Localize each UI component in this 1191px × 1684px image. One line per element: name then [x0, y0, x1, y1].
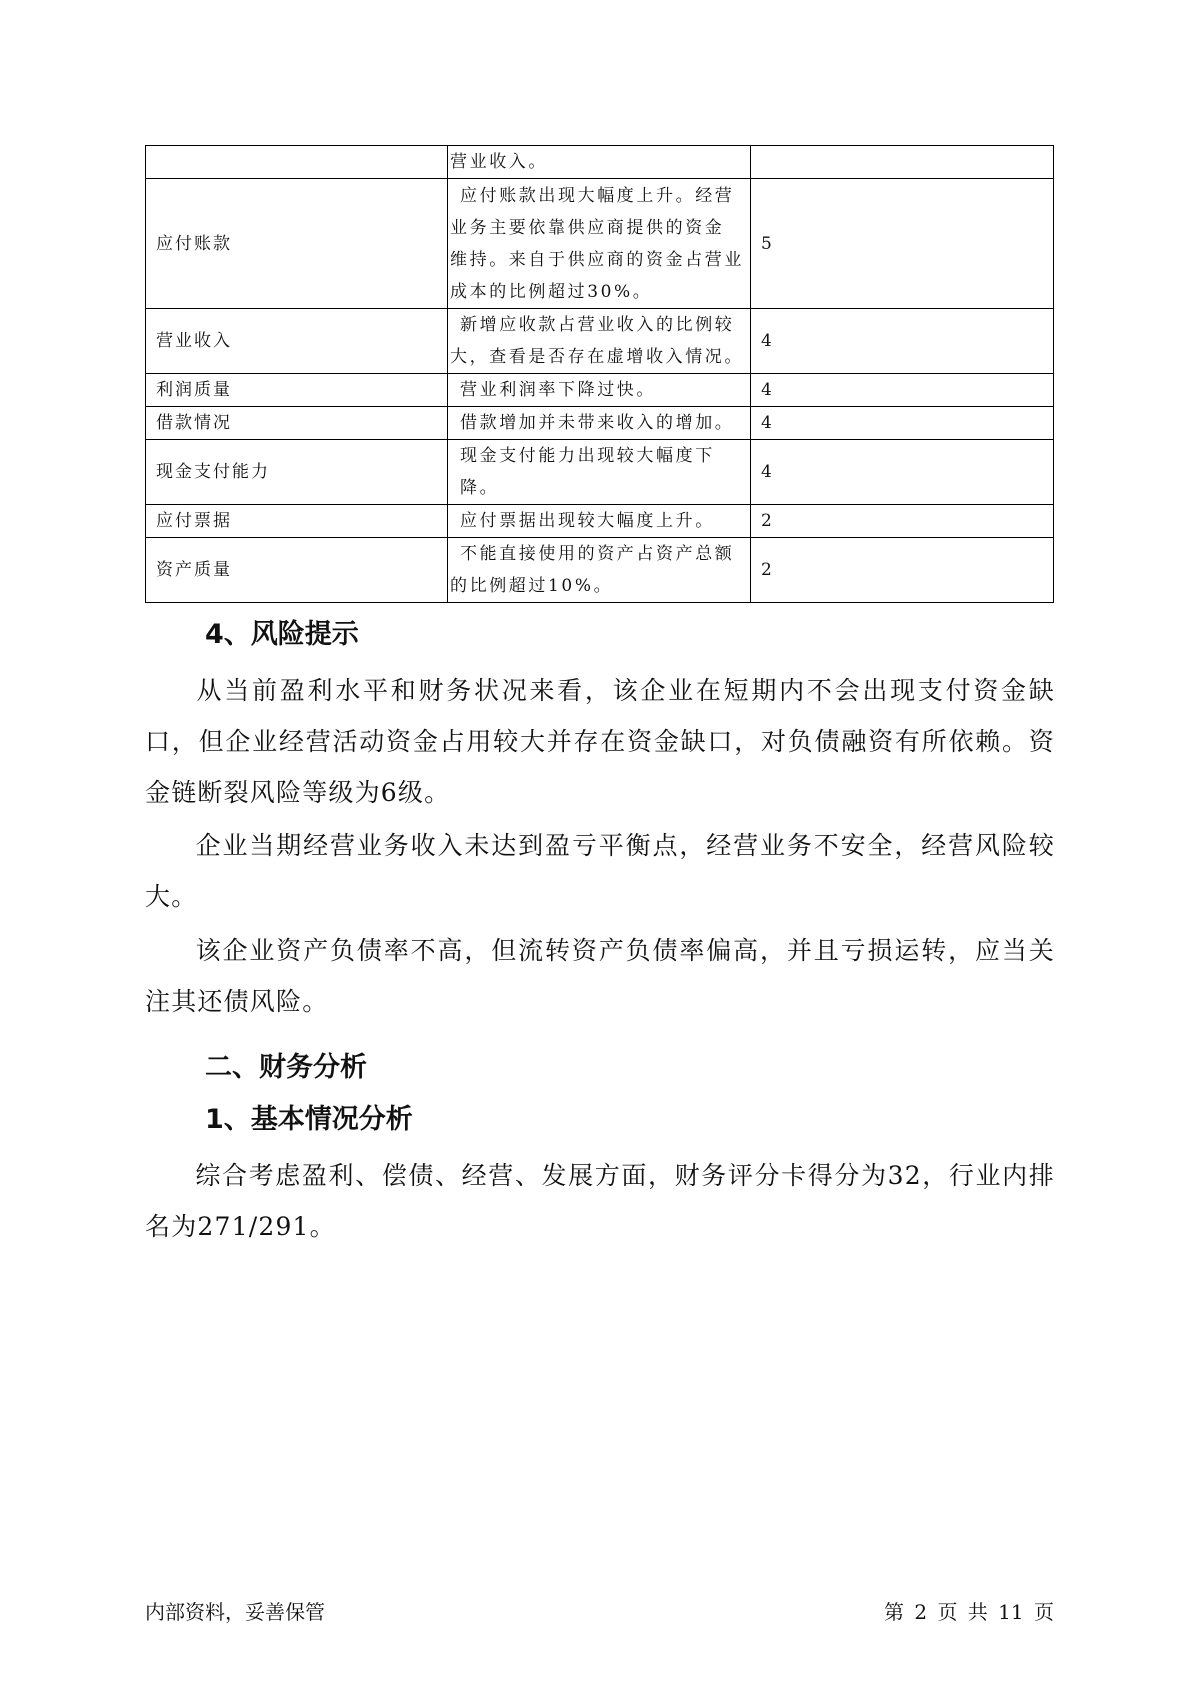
indicator-description-cell: [448, 374, 751, 407]
table-row: [146, 440, 1054, 505]
indicator-score-cell: 4: [751, 309, 1054, 374]
description-line: 借款增加并未带来收入的增加。: [460, 413, 735, 433]
indicator-description-cell: [448, 538, 751, 603]
indicator-score-cell: 2: [751, 538, 1054, 603]
indicator-name-cell: 资产质量: [146, 538, 448, 603]
indicator-name-cell: 营业收入: [146, 309, 448, 374]
risk-paragraph-3: 该企业资产负债率不高，但流转资产负债率偏高，并且亏损运转，应当关注其还债风险。: [145, 936, 1055, 1016]
indicator-score-cell: 5: [751, 179, 1054, 309]
table-row: [146, 407, 1054, 440]
description-line: 应付账款出现大幅度上升。经营: [460, 185, 735, 206]
indicator-description-cell: [448, 179, 751, 309]
description-line: 业务主要依靠供应商提供的资金: [450, 217, 725, 238]
finance-heading: 二、财务分析: [205, 1052, 367, 1083]
description-line: 营业利润率下降过快。: [460, 380, 656, 400]
indicator-name-cell: 现金支付能力: [146, 440, 448, 505]
indicator-description-cell: [448, 146, 751, 179]
table-row: [146, 146, 1054, 179]
indicator-score-cell: 4: [751, 440, 1054, 505]
description-line: 应付票据出现较大幅度上升。: [460, 511, 715, 531]
indicator-score-cell: 2: [751, 505, 1054, 538]
description-line: 现金支付能力出现较大幅度下降。: [460, 446, 715, 498]
table-row: [146, 505, 1054, 538]
basic-analysis-heading: 1、基本情况分析: [205, 1104, 413, 1135]
table-row: [146, 374, 1054, 407]
risk-heading: 4、风险提示: [205, 619, 359, 650]
table-row: [146, 309, 1054, 374]
table-row: [146, 179, 1054, 309]
description-line: 新增应收款占营业收入的比例较: [460, 315, 735, 335]
basic-analysis-paragraph: 综合考虑盈利、偿债、经营、发展方面，财务评分卡得分为32，行业内排名为271/291。: [145, 1161, 1055, 1241]
description-line: 的比例超过10%。: [450, 576, 614, 596]
risk-indicator-table: [145, 145, 1054, 603]
description-line: 大，查看是否存在虚增收入情况。: [450, 347, 744, 367]
indicator-description-cell: [448, 407, 751, 440]
indicator-name-cell: 利润质量: [146, 374, 448, 407]
indicator-description-cell: [448, 309, 751, 374]
indicator-name-cell: 应付票据: [146, 505, 448, 538]
footer-page-number: 第 2 页 共 11 页: [884, 1600, 1054, 1624]
risk-paragraph-2: 企业当期经营业务收入未达到盈亏平衡点，经营业务不安全，经营风险较大。: [145, 831, 1055, 911]
table-row: [146, 538, 1054, 603]
indicator-score-cell: 4: [751, 374, 1054, 407]
description-line: 成本的比例超过30%。: [450, 281, 653, 302]
indicator-name-cell: 应付账款: [146, 179, 448, 309]
indicator-score-cell: [751, 146, 1054, 179]
indicator-score-cell: 4: [751, 407, 1054, 440]
indicator-name-cell: 借款情况: [146, 407, 448, 440]
description-line: 维持。来自于供应商的资金占营业: [450, 249, 744, 270]
indicator-description-cell: [448, 505, 751, 538]
description-line: 营业收入。: [450, 152, 548, 172]
risk-paragraph-1: 从当前盈利水平和财务状况来看，该企业在短期内不会出现支付资金缺口，但企业经营活动资金占用较大并存在资金缺口，对负债融资有所依赖。资金链断裂风险等级为6级。: [145, 676, 1055, 807]
footer-confidential-note: 内部资料，妥善保管: [145, 1600, 325, 1624]
description-line: 不能直接使用的资产占资产总额: [460, 544, 735, 564]
indicator-name-cell: [146, 146, 448, 179]
indicator-description-cell: [448, 440, 751, 505]
